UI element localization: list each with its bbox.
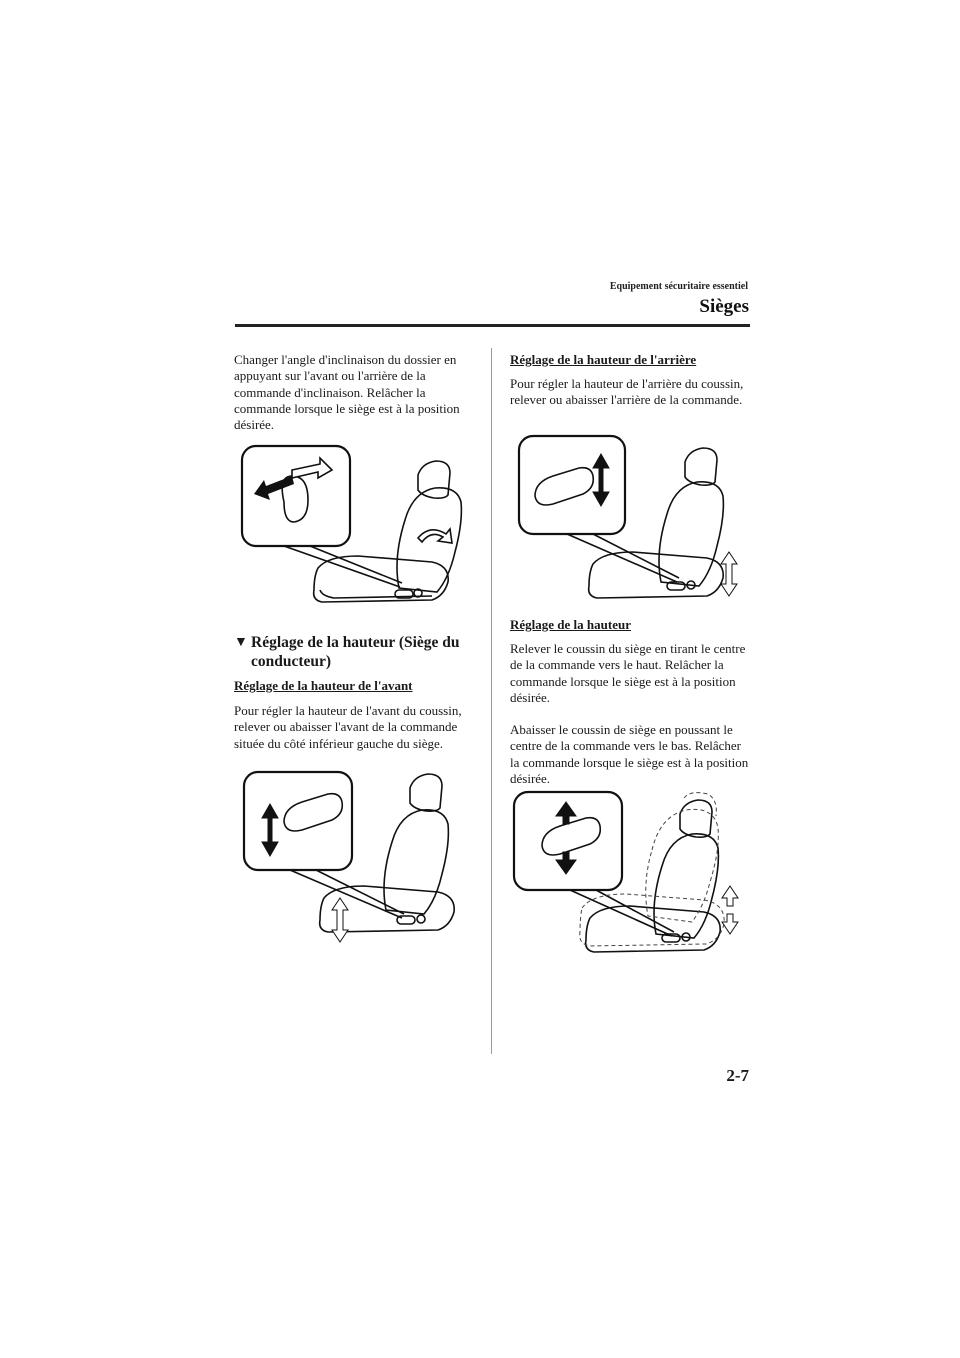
recline-lever-illustration	[240, 440, 475, 620]
front-height-lever-illustration	[242, 770, 472, 945]
recline-paragraph: Changer l'angle d'inclinaison du dossier en appuyant sur l'avant ou l'arrière de la commande d'inclinaison. Relâcher la commande lorsque le siège est à la position désirée.	[234, 352, 460, 433]
front-height-block	[234, 678, 474, 752]
lower-paragraph: Abaisser le coussin de siège en poussant le centre de la commande vers le bas. Relâcher la commande lorsque le siège est à la position désirée.	[510, 722, 749, 787]
height-heading: Réglage de la hauteur	[510, 617, 631, 632]
section-height-title	[234, 633, 474, 671]
rear-height-lever-illustration	[517, 434, 747, 610]
page-title: Sièges	[699, 296, 749, 317]
page-number: 2-7	[726, 1066, 749, 1085]
height-block	[510, 617, 750, 787]
left-column	[234, 352, 474, 433]
chapter-subtitle: Equipement sécuritaire essentiel	[609, 281, 748, 292]
front-height-heading: Réglage de la hauteur de l'avant	[234, 678, 413, 693]
seat-height-lever-illustration	[512, 790, 752, 970]
rear-height-heading: Réglage de la hauteur de l'arrière	[510, 352, 697, 367]
rear-height-block	[510, 352, 750, 409]
header-rule	[235, 324, 750, 327]
rear-height-paragraph: Pour régler la hauteur de l'arrière du coussin, relever ou abaisser l'arrière de la commande.	[510, 376, 744, 408]
front-height-paragraph: Pour régler la hauteur de l'avant du coussin, relever ou abaisser l'avant de la commande située du côté inférieur gauche du siège.	[234, 703, 462, 751]
column-divider	[491, 348, 492, 1054]
triangle-marker-icon: ▼	[234, 635, 248, 650]
section-title-text: Réglage de la hauteur (Siège du conducteur)	[251, 634, 460, 670]
raise-paragraph: Relever le coussin du siège en tirant le centre de la commande vers le haut. Relâcher la commande lorsque le siège est à la position désirée.	[510, 641, 746, 705]
